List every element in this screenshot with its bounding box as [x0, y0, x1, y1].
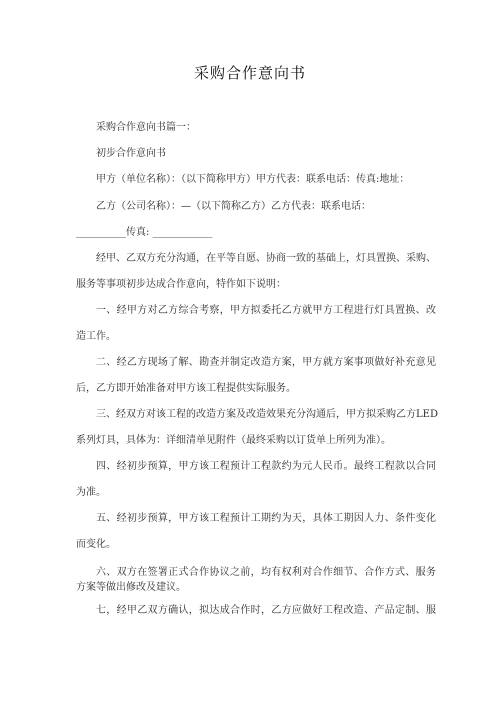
- paragraph-line: 后，乙方即开始准备对甲方该工程提供实际服务。: [76, 383, 296, 394]
- paragraph-line: 服务等事项初步达成合作意向，特作如下说明：: [76, 279, 286, 290]
- section-heading: 采购合作意向书篇一：: [96, 122, 196, 133]
- paragraph-line: 六、双方在签署正式合作协议之前，均有权利对合作细节、合作方式、服务: [96, 567, 436, 578]
- subheading: 初步合作意向书: [96, 148, 166, 159]
- paragraph-line: 七，经甲乙双方确认，拟达成合作时，乙方应做好工程改造、产品定制、服: [96, 605, 436, 616]
- party-a-line: 甲方（单位名称）：（以下简称甲方）甲方代表：联系电话：传真:地址：: [96, 174, 410, 185]
- document-title: 采购合作意向书: [193, 64, 306, 82]
- paragraph-line: 经甲、乙双方充分沟通，在平等自愿、协商一致的基础上，灯具置换、采购、: [96, 253, 436, 264]
- paragraph-line: 为准。: [76, 487, 106, 498]
- paragraph-line: 造工作。: [76, 331, 116, 342]
- fax-line: __________传真: ____________: [76, 227, 213, 238]
- paragraph-line: 五、经初步预算，甲方该工程预计工期约为天，具体工期因人力、条件变化: [96, 513, 436, 524]
- paragraph-line: 一、经甲方对乙方综合考察，甲方拟委托乙方就甲方工程进行灯具置换、改: [96, 305, 436, 316]
- paragraph-line: 三、经双方对该工程的改造方案及改造效果充分沟通后，甲方拟采购乙方LED: [96, 409, 438, 420]
- paragraph-line: 二、经乙方现场了解、勘查并制定改造方案，甲方就方案事项做好补充意见: [96, 357, 436, 368]
- paragraph-line: 四、经初步预算，甲方该工程预计工程款约为元人民币。最终工程款以合同: [96, 461, 436, 472]
- party-b-line: 乙方（公司名称）：—（以下简称乙方）乙方代表：联系电话：: [96, 201, 371, 212]
- paragraph-line: 方案等做出修改及建议。: [76, 582, 186, 593]
- paragraph-line: 而变化。: [76, 539, 116, 550]
- paragraph-line: 系列灯具，具体为：详细清单见附件（最终采购以订货单上所列为准）。: [76, 435, 391, 446]
